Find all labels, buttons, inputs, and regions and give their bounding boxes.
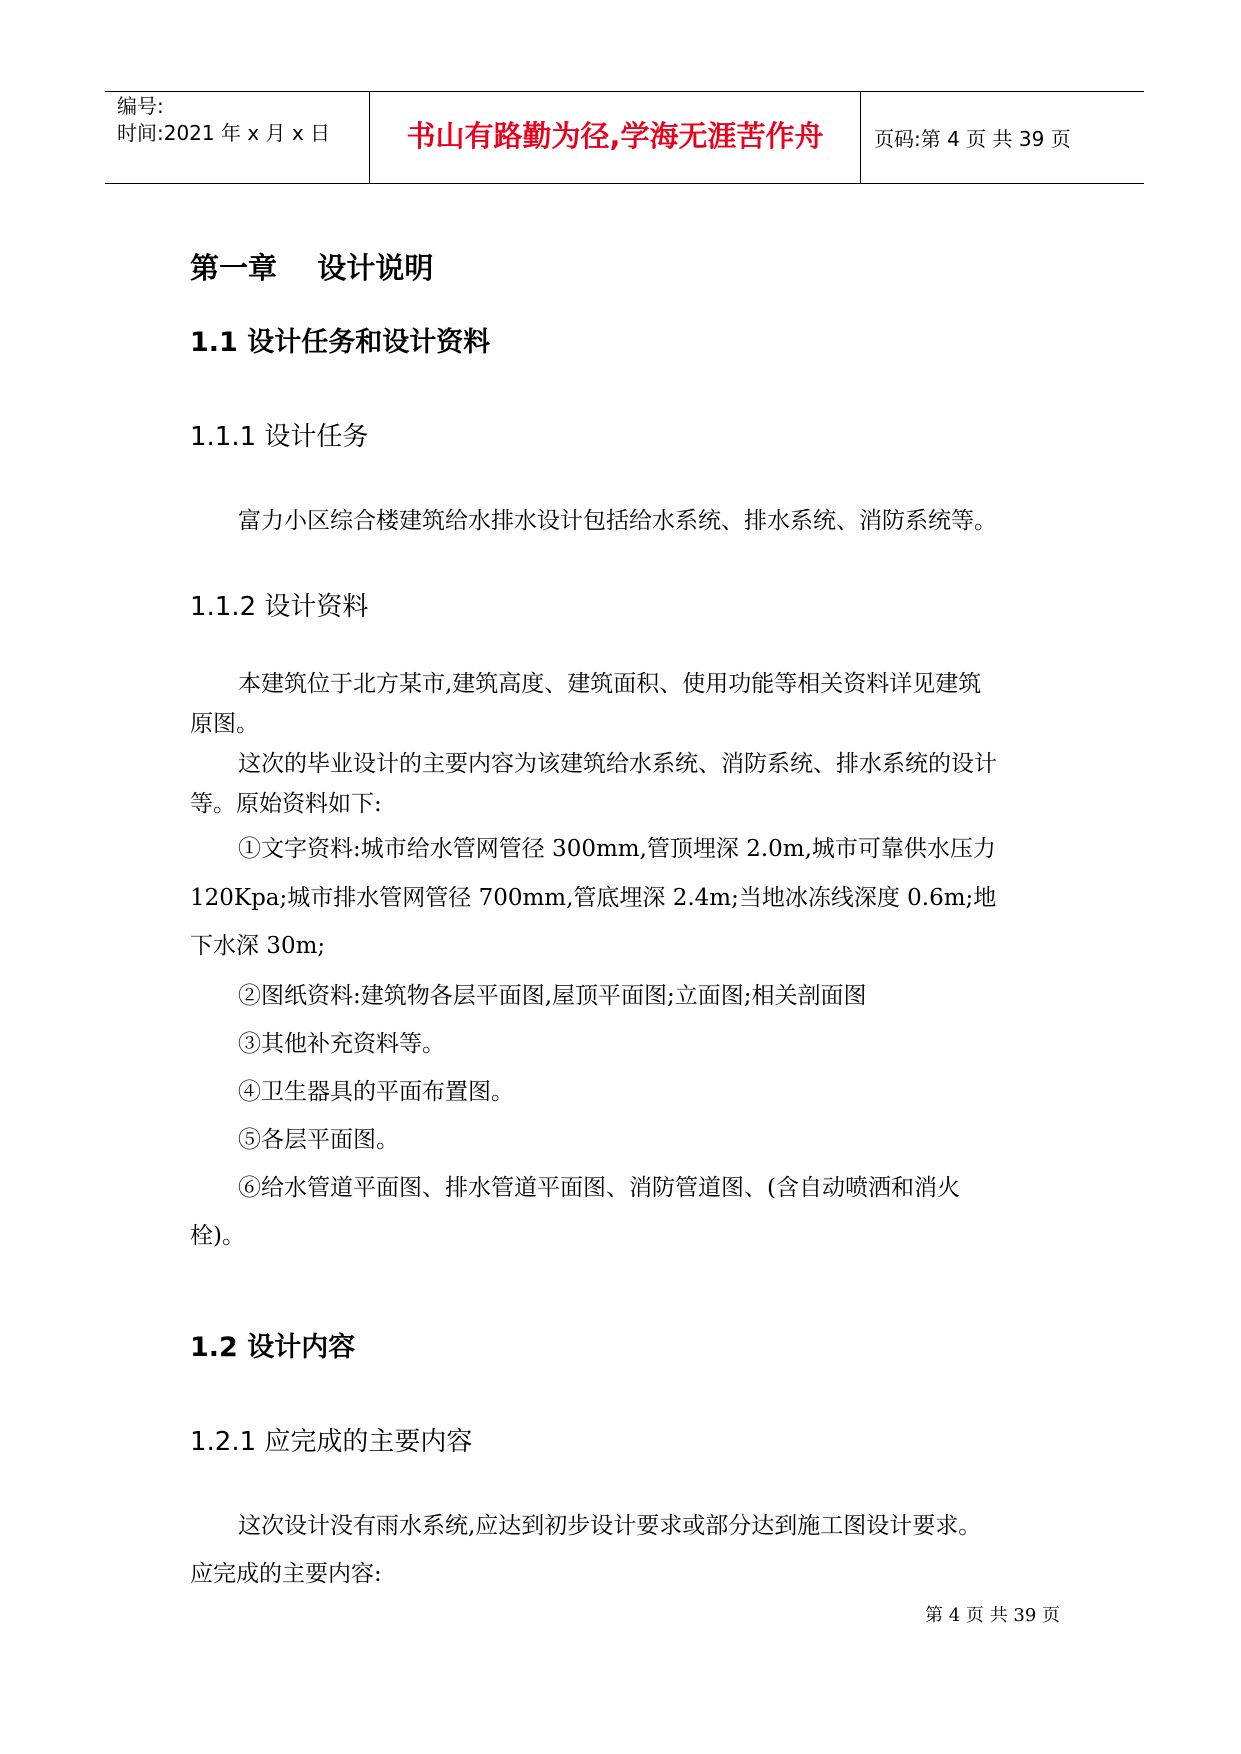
list-item-floor-plans: ⑤各层平面图。 bbox=[238, 1127, 399, 1153]
subsection-1-1-2-title: 1.1.2 设计资料 bbox=[190, 592, 369, 622]
paragraph-line: 120Kpa;城市排水管网管径 700mm,管底埋深 2.4m;当地冰冻线深度 0.6m;地 bbox=[190, 885, 997, 911]
header-number-label: 编号: bbox=[117, 94, 164, 118]
paragraph-line: 栓)。 bbox=[190, 1223, 245, 1249]
subsection-1-1-1-text: 富力小区综合楼建筑给水排水设计包括给水系统、排水系统、消防系统等。 bbox=[238, 508, 997, 534]
paragraph-line: 下水深 30m; bbox=[190, 933, 326, 959]
header-divider-right bbox=[860, 91, 861, 184]
subsection-1-2-1-title: 1.2.1 应完成的主要内容 bbox=[190, 1427, 473, 1457]
header-page-label: 页码:第 4 页 共 39 页 bbox=[874, 127, 1071, 151]
paragraph-line: 原图。 bbox=[190, 711, 259, 737]
page-footer: 第 4 页 共 39 页 bbox=[925, 1605, 1060, 1626]
list-item-drawings: ②图纸资料:建筑物各层平面图,屋顶平面图;立面图;相关剖面图 bbox=[238, 983, 867, 1009]
paragraph-line: 本建筑位于北方某市,建筑高度、建筑面积、使用功能等相关资料详见建筑 bbox=[238, 671, 982, 697]
header-top-rule bbox=[105, 91, 1144, 92]
list-item-other: ③其他补充资料等。 bbox=[238, 1031, 445, 1057]
paragraph-line: 等。原始资料如下: bbox=[190, 791, 382, 817]
paragraph-line: 应完成的主要内容: bbox=[190, 1561, 382, 1587]
list-item-pipe-plans: ⑥给水管道平面图、排水管道平面图、消防管道图、(含自动喷洒和消火 bbox=[238, 1175, 960, 1201]
header-time-label: 时间:2021 年 x 月 x 日 bbox=[117, 121, 331, 145]
paragraph-line: 这次的毕业设计的主要内容为该建筑给水系统、消防系统、排水系统的设计 bbox=[238, 751, 997, 777]
section-1-1-title: 1.1 设计任务和设计资料 bbox=[190, 327, 491, 358]
chapter-title: 第一章 设计说明 bbox=[190, 251, 434, 285]
list-item-fixtures: ④卫生器具的平面布置图。 bbox=[238, 1079, 514, 1105]
header-bottom-rule bbox=[105, 183, 1144, 184]
header-motto: 书山有路勤为径,学海无涯苦作舟 bbox=[406, 119, 824, 153]
section-1-2-title: 1.2 设计内容 bbox=[190, 1332, 356, 1363]
subsection-1-1-1-title: 1.1.1 设计任务 bbox=[190, 422, 369, 452]
list-item-text-materials: ①文字资料:城市给水管网管径 300mm,管顶埋深 2.0m,城市可靠供水压力 bbox=[238, 836, 996, 862]
paragraph-line: 这次设计没有雨水系统,应达到初步设计要求或部分达到施工图设计要求。 bbox=[238, 1513, 982, 1539]
